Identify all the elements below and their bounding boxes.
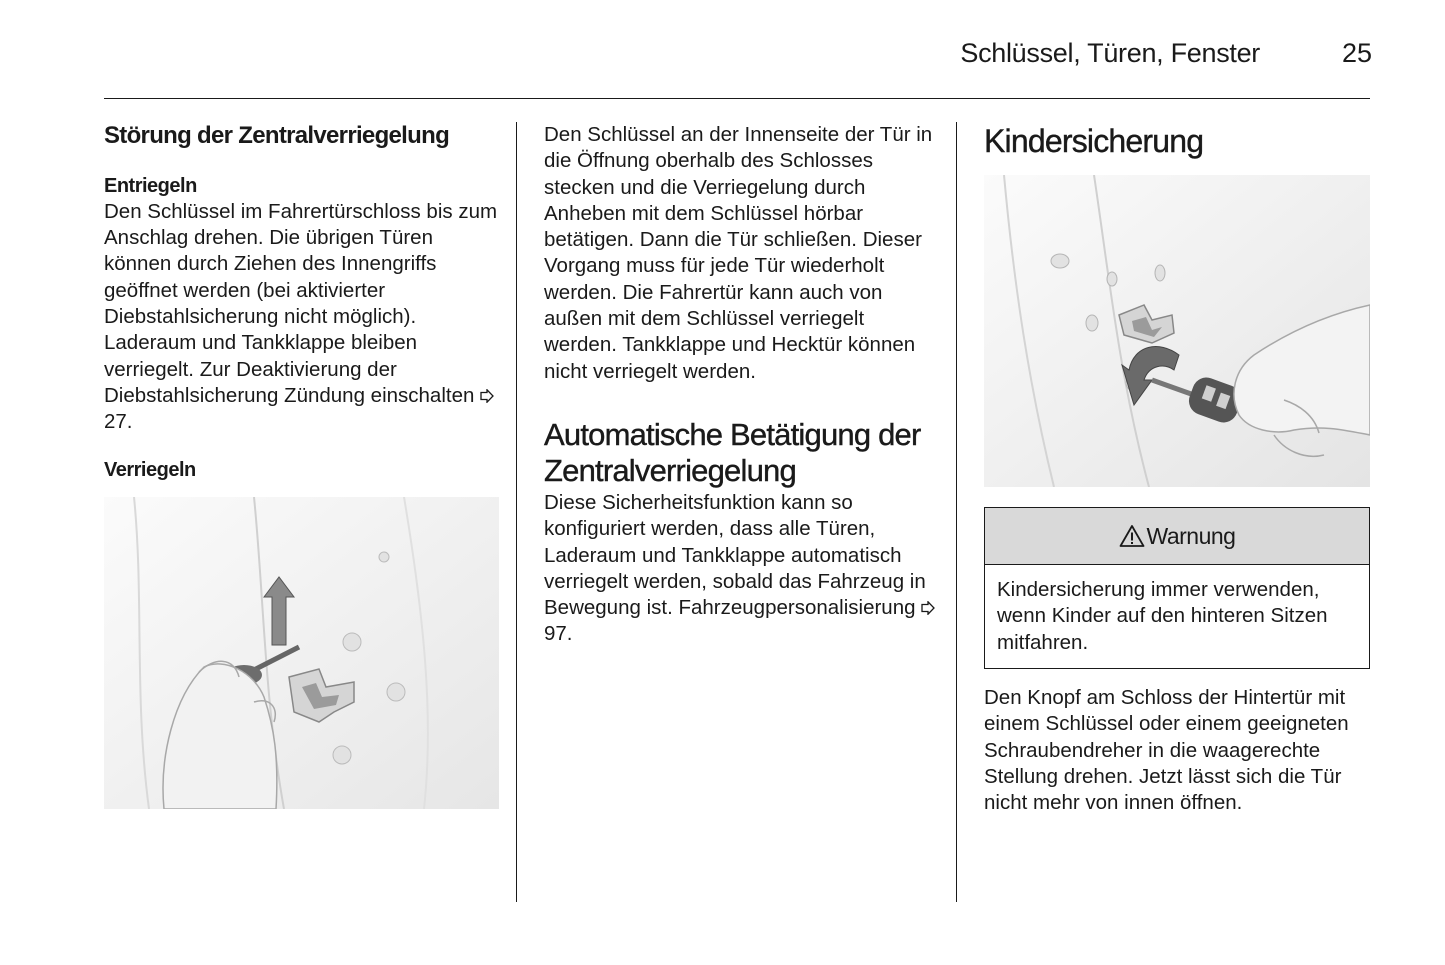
- column-3: [984, 120, 1370, 817]
- column-2: [544, 120, 939, 648]
- page-number: 25: [1341, 38, 1372, 68]
- automatic-locking-xref-page: 97.: [544, 622, 573, 646]
- warning-text: Kindersicherung immer verwenden, wenn Kinder auf den hinteren Sitzen mitfahren.: [997, 578, 1328, 654]
- warning-header: [985, 508, 1369, 565]
- lock-door-illustration: [104, 497, 499, 809]
- section-heading-child-lock: Kindersicherung: [984, 123, 1204, 159]
- lock-instructions-paragraph: Den Schlüssel an der Innenseite der Tür in die Öffnung oberhalb des Schlosses stecken und die Verriegelung durch Anheben mit dem Schlüssel hörbar betätigen. Dann die Tür schließen. Dieser Vorgang muss für jede Tür wiederholt werden. Die Fahrertür kann auch von außen mit dem Schlüssel verriegelt werden. Tankklappe und Hecktür können nicht verriegelt werden.: [544, 123, 933, 383]
- header-rule: [104, 98, 1370, 99]
- cross-reference-arrow-icon: [480, 389, 494, 403]
- running-header-title: Schlüssel, Türen, Fenster: [960, 38, 1260, 68]
- column-divider-1: [516, 122, 517, 902]
- warning-body: [985, 565, 1369, 668]
- unlock-text: Den Schlüssel im Fahrertürschloss bis zum Anschlag drehen. Die übrigen Türen können durch Ziehen des Innengriffs geöffnet werden (bei aktivierter Diebstahlsicherung nicht möglich). Laderaum und Tankklappe bleiben verriegelt. Zur Deaktivierung der Diebstahlsicherung Zündung einschalten: [104, 199, 498, 407]
- subheading-unlock: Entriegeln: [104, 174, 197, 197]
- section-heading-automatic-locking: Automatische Betätigung der Zentralverriegelung: [544, 416, 921, 488]
- unlock-paragraph: [104, 199, 499, 436]
- subheading-lock: Verriegeln: [104, 459, 196, 482]
- child-lock-paragraph: Den Knopf am Schloss der Hintertür mit einem Schlüssel oder einem geeigneten Schraubendreher in die waagerechte Stellung drehen. Jetzt lässt sich die Tür nicht mehr von innen öffnen.: [984, 686, 1349, 815]
- unlock-xref-page: 27.: [104, 410, 133, 434]
- column-1: [104, 120, 499, 809]
- warning-box: [984, 507, 1370, 669]
- automatic-locking-text: Diese Sicherheitsfunktion kann so konfiguriert werden, dass alle Türen, Laderaum und Tankklappe automatisch verriegelt werden, sobald das Fahrzeug in Bewegung ist. Fahrzeugpersonalisierung: [544, 490, 926, 620]
- section-heading-central-locking-fault: Störung der Zentralverriegelung: [104, 122, 450, 149]
- automatic-locking-paragraph: [544, 490, 939, 648]
- child-lock-illustration: [984, 175, 1370, 487]
- warning-title: Warnung: [1146, 522, 1236, 549]
- column-divider-2: [956, 122, 957, 902]
- warning-triangle-icon: [1119, 524, 1145, 548]
- cross-reference-arrow-icon: [921, 601, 935, 615]
